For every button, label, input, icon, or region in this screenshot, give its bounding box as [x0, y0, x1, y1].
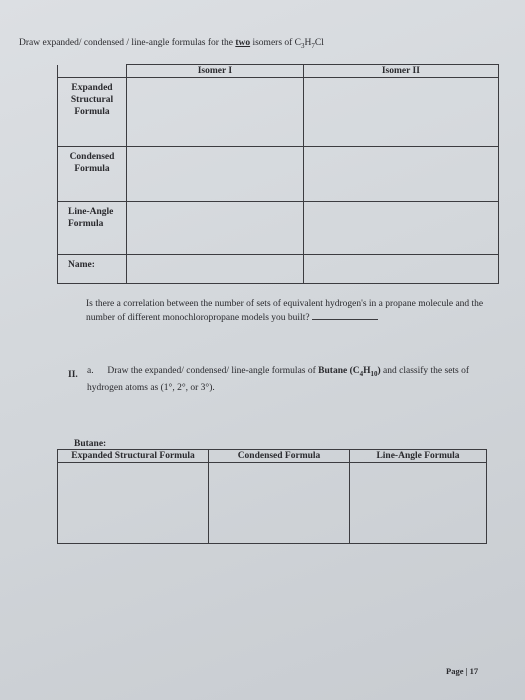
formula-element: H — [363, 366, 371, 376]
answer-cell-isomer-1-condensed[interactable] — [127, 147, 304, 202]
answer-cell-isomer-2-condensed[interactable] — [303, 147, 498, 202]
question-text: Draw expanded/ condensed / line-angle formulas for the — [19, 38, 233, 48]
formula-subscript: 3 — [301, 41, 305, 50]
answer-cell-butane-line-angle[interactable] — [350, 463, 487, 544]
row-label-line: Formula — [74, 164, 110, 174]
formula-subscript: 7 — [311, 41, 315, 50]
answer-cell-isomer-2-expanded[interactable] — [303, 78, 498, 147]
row-label-line-angle — [58, 202, 127, 255]
table-row — [58, 147, 499, 202]
answer-cell-isomer-1-line-angle[interactable] — [127, 202, 304, 255]
row-label-line: Condensed — [69, 152, 115, 162]
formula-close: ) — [377, 366, 381, 376]
row-label-line: Expanded — [71, 83, 113, 93]
butane-table-header-row — [58, 450, 487, 463]
section-number: II. — [68, 370, 78, 380]
correlation-question — [86, 297, 486, 325]
butane-expanded-header: Expanded Structural Formula — [58, 450, 209, 463]
formula-element: Cl — [314, 38, 324, 48]
isomer-2-header: Isomer II — [303, 65, 498, 78]
question-text-middle: isomers of C — [252, 38, 302, 48]
answer-cell-isomer-2-line-angle[interactable] — [303, 202, 498, 255]
formula-subscript: 4 — [359, 369, 364, 378]
butane-condensed-header: Condensed Formula — [209, 450, 350, 463]
answer-blank-line[interactable] — [312, 311, 378, 320]
row-label-line: Line-Angle — [68, 207, 114, 217]
isomer-table-corner — [58, 65, 127, 78]
butane-formula — [318, 366, 381, 376]
part-letter: a. — [87, 366, 94, 376]
row-label-line: Formula — [74, 107, 110, 117]
row-label-line: Name: — [68, 260, 95, 270]
butane-table-label: Butane: — [74, 439, 107, 449]
table-row — [58, 202, 499, 255]
isomer-table — [57, 64, 499, 284]
row-label-line: Formula — [68, 219, 104, 229]
part-text-suffix: and classify the sets of hydrogen atoms as (1°, 2°, or 3°). — [87, 366, 470, 393]
isomer-1-header: Isomer I — [127, 65, 304, 78]
butane-table — [57, 449, 487, 544]
answer-cell-isomer-1-expanded[interactable] — [127, 78, 304, 147]
formula-subscript: 10 — [370, 369, 378, 378]
table-row — [58, 463, 487, 544]
row-label-line: Structural — [70, 95, 114, 105]
answer-cell-isomer-1-name[interactable] — [127, 255, 304, 284]
table-row — [58, 78, 499, 147]
table-row — [58, 255, 499, 284]
row-label-name — [58, 255, 127, 284]
answer-cell-isomer-2-name[interactable] — [303, 255, 498, 284]
butane-name: Butane (C — [318, 366, 360, 376]
part-text: Draw the expanded/ condensed/ line-angle formulas of — [107, 366, 316, 376]
question-emphasis: two — [235, 38, 251, 48]
answer-cell-butane-expanded[interactable] — [58, 463, 209, 544]
page-number: Page | 17 — [446, 666, 479, 676]
row-label-expanded — [58, 78, 127, 147]
formula-element: H — [304, 38, 312, 48]
correlation-question-text: Is there a correlation between the number of sets of equivalent hydrogen's in a propane molecule and the number of different monochloropropane models you built? — [86, 299, 484, 323]
butane-line-angle-header: Line-Angle Formula — [350, 450, 487, 463]
answer-cell-butane-condensed[interactable] — [209, 463, 350, 544]
part-a-instruction — [87, 364, 492, 395]
row-label-condensed — [58, 147, 127, 202]
question-heading — [19, 38, 324, 50]
isomer-table-header-row — [58, 65, 499, 78]
